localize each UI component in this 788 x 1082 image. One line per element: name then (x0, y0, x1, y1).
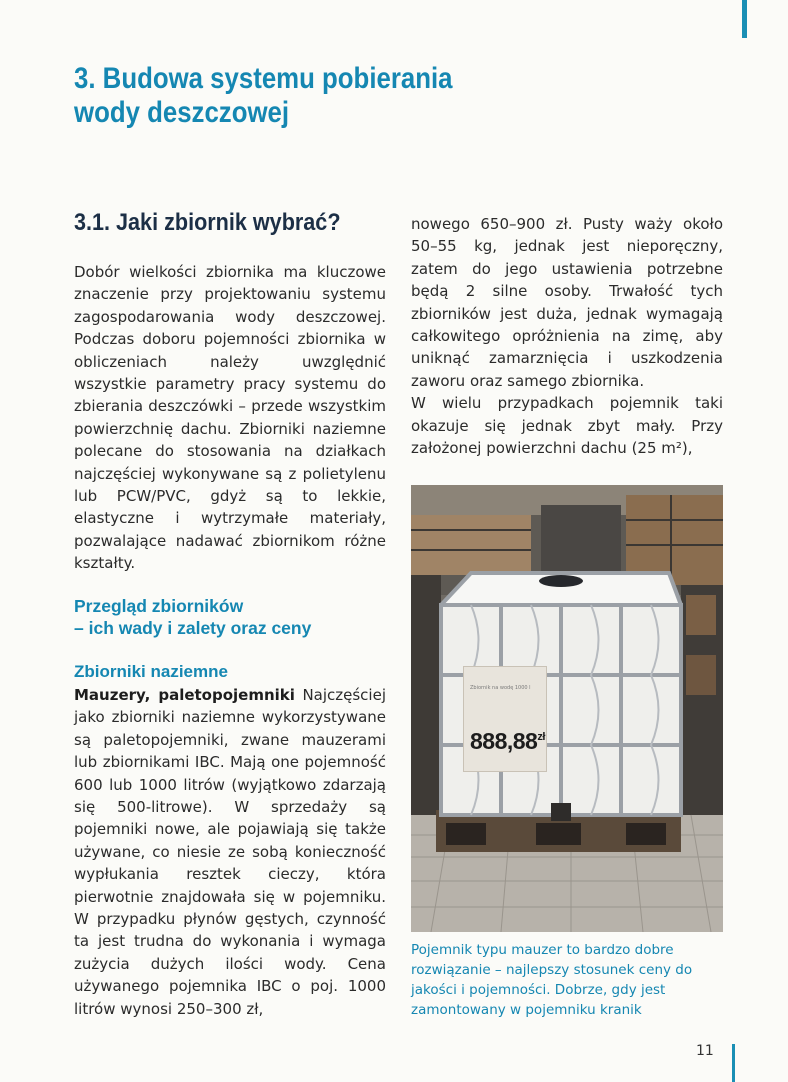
right-paragraph-1: nowego 650–900 zł. Pusty waży około 50–55 kg, jednak jest nieporęczny, zatem do jego ustawienia potrzebne będą 2 silne osoby. Trwałość tych zbiorników jest duża, jednak wymagają całkowitego opróżnienia na zimę, aby uniknąć zamarznięcia i uszkodzenia zaworu oraz samego zbiornika. (411, 215, 723, 390)
chapter-title-line-1: 3. Budowa systemu pobierania (74, 62, 453, 95)
above-ground-tanks-heading: Zbiorniki naziemne (74, 662, 228, 681)
price-label (470, 728, 545, 755)
left-column-intro (74, 261, 386, 575)
top-accent-bar (742, 0, 747, 38)
ibc-paragraph (74, 684, 386, 1020)
section-title: 3.1. Jaki zbiornik wybrać? (74, 209, 341, 236)
tanks-overview-heading (74, 595, 386, 639)
tanks-overview-heading-line-1: Przegląd zbiorników (74, 596, 244, 616)
bottom-accent-bar (732, 1044, 735, 1082)
intro-paragraph: Dobór wielkości zbiornika ma kluczowe znaczenie przy projektowaniu systemu zagospodarowania wody deszczowej. Podczas doboru pojemności zbiornika w obliczeniach należy uwzględnić wszystkie parametry pracy systemu do zbierania deszczówki – przede wszystkim powierzchnię dachu. Zbiorniki naziemne polecane do stosowania na działkach najczęściej wykonywane są z polietylenu lub PCW/PVC, gdyż są to lekkie, elastyczne i wytrzymałe materiały, pozwalające nadawać zbiornikom różne kształty. (74, 263, 386, 573)
page-number: 11 (696, 1043, 714, 1059)
right-paragraph-2: W wielu przypadkach pojemnik taki okazuje się jednak zbyt mały. Przy założonej powierzchni dachu (25 m²), (411, 394, 723, 458)
photo-caption: Pojemnik typu mauzer to bardzo dobre rozwiązanie – najlepszy stosunek ceny do jakości i pojemności. Dobrze, gdy jest zamontowany w pojemniku kranik (411, 942, 693, 1018)
tanks-overview-heading-line-2: – ich wady i zalety oraz ceny (74, 618, 312, 638)
ibc-body: Najczęściej jako zbiorniki naziemne wykorzystywane są paletopojemniki, zwane mauzerami lub zbiornikami IBC. Mają one pojemność 600 lub 1000 litrów (wyjątkowo zdarzają się 500-litrowe). W sprzedaży są pojemniki nowe, ale pojawiają się także używane, co niesie ze sobą konieczność wypłukania resztek cieczy, która pierwotnie znajdowała się w pojemniku. W przypadku płynów gęstych, czynność ta jest trudna do wykonania i wymaga zużycia dużych ilości wody. Cena używanego pojemnika IBC o poj. 1000 litrów wynosi 250–300 zł, (74, 686, 386, 1018)
chapter-title (74, 62, 521, 130)
price-tag (463, 666, 547, 772)
left-column-body (74, 684, 386, 1020)
price-currency: zł (537, 731, 545, 743)
price-value: 888,88 (470, 728, 538, 754)
ibc-lead: Mauzery, paletopojemniki (74, 686, 295, 704)
chapter-title-line-2: wody deszczowej (74, 96, 290, 129)
ibc-tank-photo (411, 485, 723, 932)
right-column (411, 213, 723, 459)
price-tag-description: Zbiornik na wodę 1000 l (470, 685, 531, 691)
